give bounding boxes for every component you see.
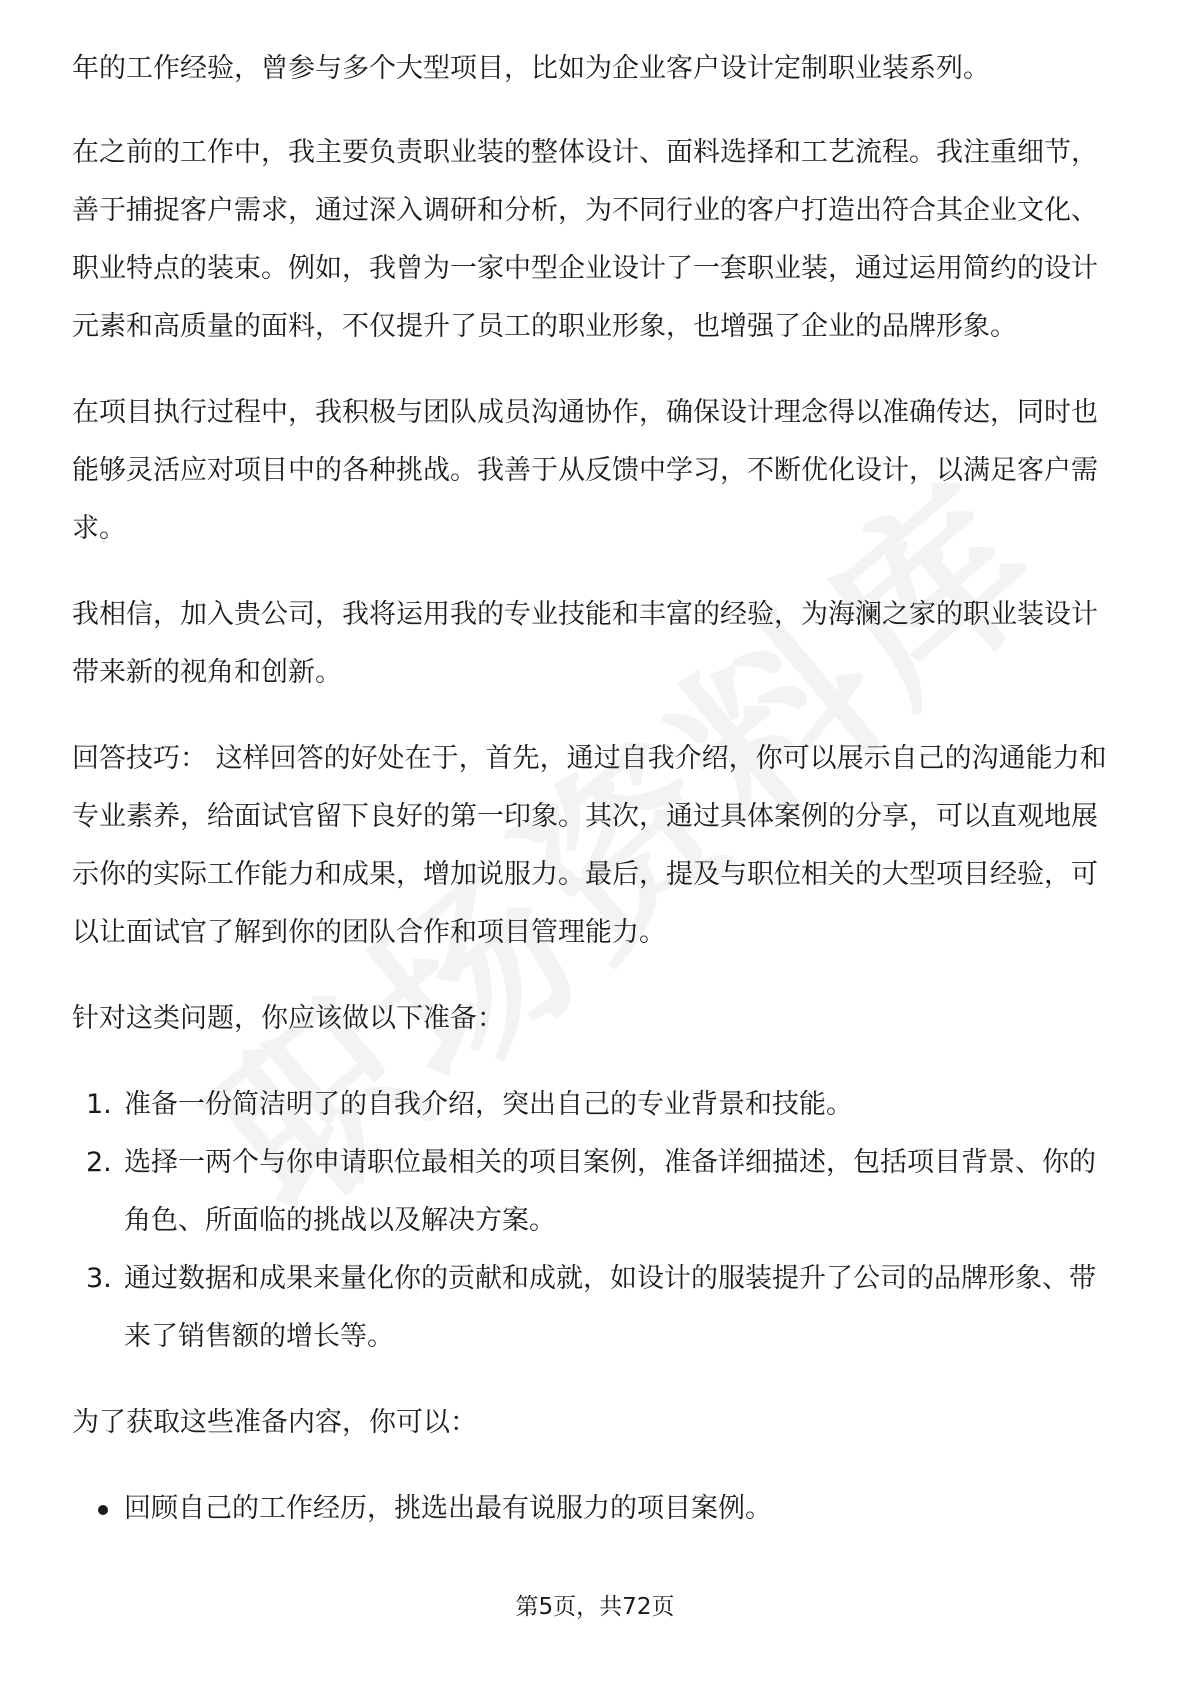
list-number: 1. (86, 1089, 112, 1120)
paragraph-previous-work: 在之前的工作中，我主要负责职业装的整体设计、面料选择和工艺流程。我注重细节，善于捕捉客户需求，通过深入调研和分析，为不同行业的客户打造出符合其企业文化、职业特点的装束。例如，我曾为一家中型企业设计了一套职业装，通过运用简约的设计元素和高质量的面料，不仅提升了员工的职业形象，也增强了企业的品牌形象。 (72, 137, 1098, 342)
paragraph-answer-tips: 回答技巧： 这样回答的好处在于，首先，通过自我介绍，你可以展示自己的沟通能力和专业素养，给面试官留下良好的第一印象。其次，通过具体案例的分享，可以直观地展示你的实际工作能力和成果，增加说服力。最后，提及与职位相关的大型项目经验，可以让面试官了解到你的团队合作和项目管理能力。 (72, 743, 1107, 948)
paragraph-project-execution: 在项目执行过程中，我积极与团队成员沟通协作，确保设计理念得以准确传达，同时也能够灵活应对项目中的各种挑战。我善于从反馈中学习，不断优化设计，以满足客户需求。 (72, 397, 1098, 544)
list-item (72, 1250, 1122, 1366)
list-item-text: 回顾自己的工作经历，挑选出最有说服力的项目案例。 (124, 1493, 772, 1524)
list-item (72, 1134, 1122, 1250)
list-item-text: 准备一份简洁明了的自我介绍，突出自己的专业背景和技能。 (124, 1089, 853, 1120)
list-item-text: 选择一两个与你申请职位最相关的项目案例，准备详细描述，包括项目背景、你的角色、所面临的挑战以及解决方案。 (124, 1147, 1096, 1236)
document-body (72, 40, 1122, 1566)
list-number: 2. (86, 1147, 112, 1178)
page-footer: 第5页，共72页 (515, 1594, 675, 1620)
obtain-list (72, 1480, 1122, 1538)
paragraph-preparation-intro: 针对这类问题，你应该做以下准备： (72, 1003, 504, 1034)
bullet-icon (98, 1505, 108, 1515)
paragraph-work-experience: 年的工作经验，曾参与多个大型项目，比如为企业客户设计定制职业装系列。 (72, 53, 990, 84)
list-number: 3. (86, 1263, 112, 1294)
paragraph-obtain-intro: 为了获取这些准备内容，你可以： (72, 1407, 477, 1438)
list-item-text: 通过数据和成果来量化你的贡献和成就，如设计的服装提升了公司的品牌形象、带来了销售额的增长等。 (124, 1263, 1096, 1352)
list-item (72, 1480, 1122, 1538)
list-item (72, 1076, 1122, 1134)
preparation-list (72, 1076, 1122, 1366)
paragraph-belief: 我相信，加入贵公司，我将运用我的专业技能和丰富的经验，为海澜之家的职业装设计带来新的视角和创新。 (72, 599, 1098, 688)
